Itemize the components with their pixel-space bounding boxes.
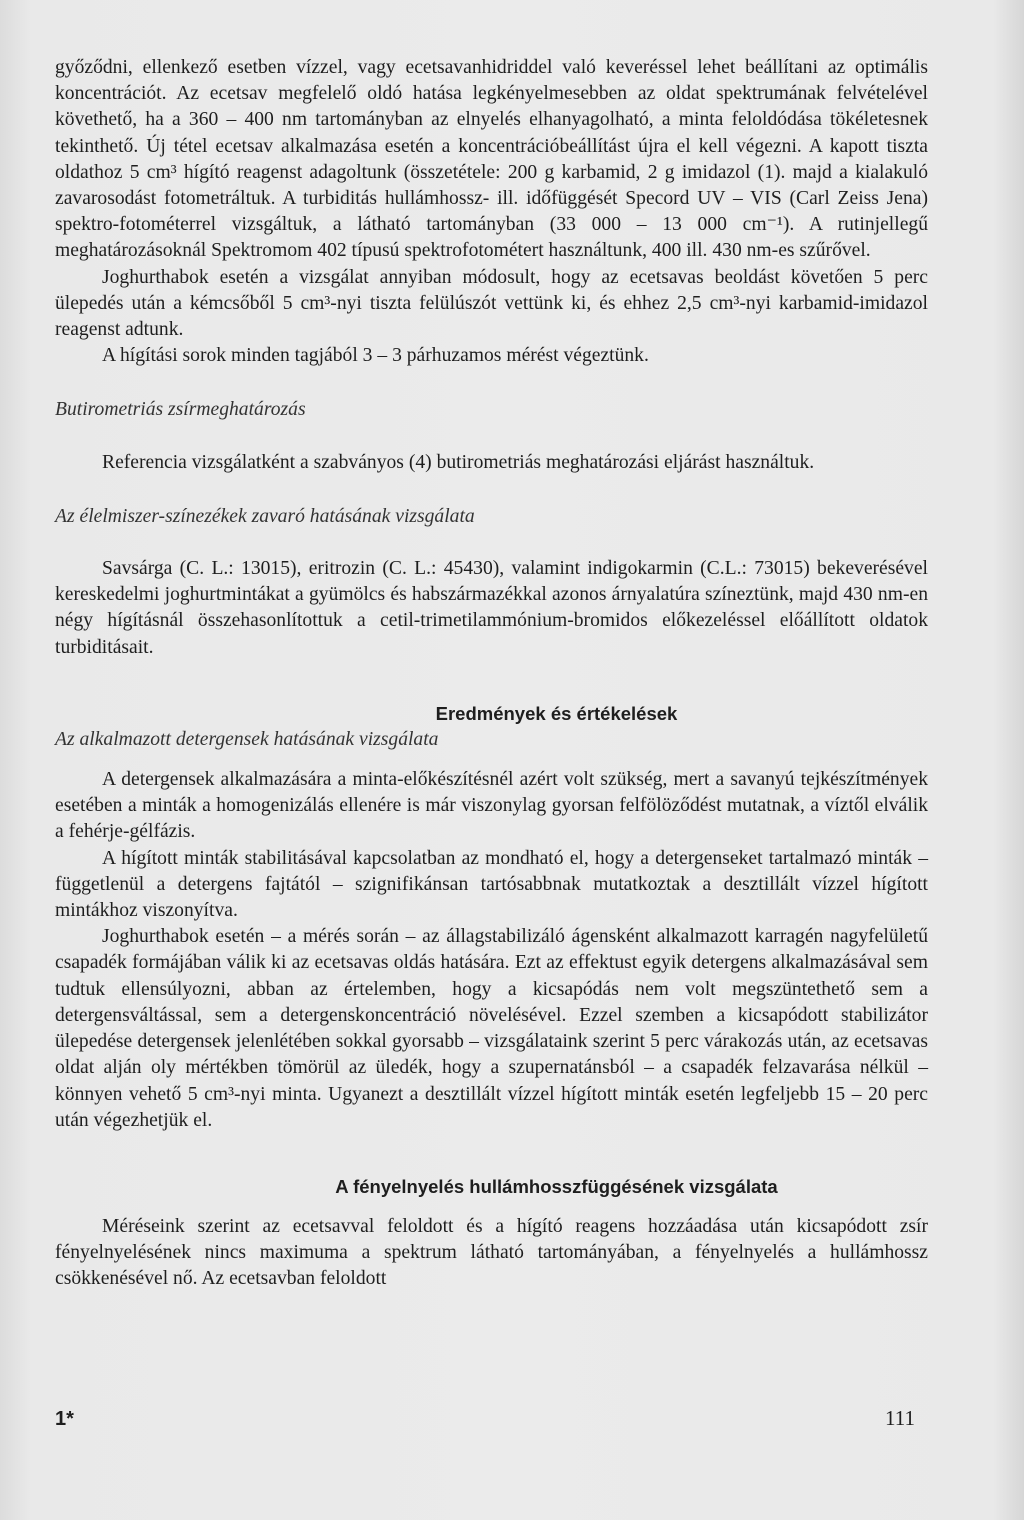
paragraph-carrageenan: Joghurthabok esetén – a mérés során – az állagstabilizáló ágensként alkalmazott karragén nagyfelületű csapadék formájában válik ki az ecetsavas oldás hatására. Ezt az effektust egyik detergens alkalmazásával sem tudtuk ellensúlyozni, abban az értelemben, hogy a kicsapódás nem volt megszüntethető sem a detergensváltással, sem a detergenskoncentráció növelésével. Ezzel szemben a kicsapódott stabilizátor ülepedése detergensek jelenlétében sokkal gyorsabb – vizsgálataink szerint 5 perc várakozás után, az ecetsavas oldat alján oly mértékben tömörül az üledék, hogy a szupernatánsból – a csapadék felzavarása nélkül – könnyen vehető 5 cm³-nyi minta. Ugyanezt a desztillált vízzel hígított minták esetén legfeljebb 15 – 20 perc után végezhetjük el. — [55, 926, 928, 1131]
section-title-wavelength: A fényelnyelés hullámhosszfüggésének vizsgálata — [335, 1175, 778, 1197]
paragraph-reference-method: Referencia vizsgálatként a szabványos (4) butirometriás meghatározási eljárást használtuk. — [102, 451, 815, 473]
paragraph-detergent-reason: A detergensek alkalmazására a minta-előkészítésnél azért volt szükség, mert a savanyú tejkészítmények esetében a minták a homogenizálás ellenére is már viszonylag gyorsan felfölöződést mutatnak, a víztől elválik a fehérje-gélfázis. — [55, 769, 928, 843]
paragraph-parallel-measurements: A hígítási sorok minden tagjából 3 – 3 párhuzamos mérést végeztünk. — [102, 345, 649, 367]
signature-mark: 1* — [55, 1408, 74, 1430]
paragraph-colorants: Savsárga (C. L.: 13015), eritrozin (C. L.: 45430), valamint indigokarmin (C.L.: 73015) bekeverésével kereskedelmi joghurtmintákat a gyümölcs és habszármazékkal azonos árnyalatúra színeztünk, majd 430 nm-en négy hígításnál összehasonlítottuk a cetil-trimetilammónium-bromidos előkezeléssel előállított oldatok turbiditásait. — [55, 558, 928, 658]
subheading-detergents: Az alkalmazott detergensek hatásának vizsgálata — [55, 728, 439, 750]
paragraph-optimal-concentration: győződni, ellenkező esetben vízzel, vagy ecetsavanhidriddel való keveréssel lehet beállítani az optimális koncentrációt. Az ecetsav megfelelő oldó hatása legkényelmesebben az oldat spektrumának felvételével követhető, ha a 360 – 400 nm tartományban az elnyelés elhanyagolható, a minta feloldódása tökéletesnek tekinthető. Új tétel ecetsav alkalmazása esetén a koncentrációbeállítást újra el kell végezni. A kapott tiszta oldathoz 5 cm³ hígító reagenst adagoltunk (összetétele: 200 g karbamid, 2 g imidazol (1). majd a kialakuló zavarosodást fotometráltuk. A turbiditás hullámhossz- ill. időfüggését Specord UV – VIS (Carl Zeiss Jena) spektro-fotométerrel vizsgáltuk, a látható tartományban (33 000 – 13 000 cm⁻¹). A rutinjellegű meghatározásoknál Spektromom 402 típusú spektrofotométert használtunk, 400 ill. 430 nm-es szűrővel. — [55, 57, 928, 262]
paragraph-yoghurt-foam-method: Joghurthabok esetén a vizsgálat annyiban módosult, hogy az ecetsavas beoldást követően 5 perc ülepedés után a kémcsőből 5 cm³-nyi tiszta felülúszót vettünk ki, és ehhez 2,5 cm³-nyi karbamid-imidazol reagenst adtunk. — [55, 266, 928, 341]
article-body — [55, 55, 928, 1293]
section-title-results: Eredmények és értékelések — [435, 702, 678, 724]
paragraph-sample-stability: A hígított minták stabilitásával kapcsolatban az mondható el, hogy a detergenseket tartalmazó minták – függetlenül a detergens fajtától – szignifikánsan tartósabbnak mutatkoztak a desztillált vízzel hígított mintákhoz viszonyítva. — [55, 847, 928, 922]
paragraph-absorption: Méréseink szerint az ecetsavval feloldott és a hígító reagens hozzáadása után kicsapódott zsír fényelnyelésének nincs maximuma a spektrum látható tartományában, a fényelnyelés a hullámhossz csökkenésével nő. Az ecetsavban feloldott — [55, 1215, 928, 1290]
subheading-food-colorants: Az élelmiszer-színezékek zavaró hatásának vizsgálata — [55, 505, 475, 527]
subheading-butyrometric-fat: Butirometriás zsírmeghatározás — [55, 399, 306, 421]
page-number: 111 — [885, 1406, 915, 1430]
